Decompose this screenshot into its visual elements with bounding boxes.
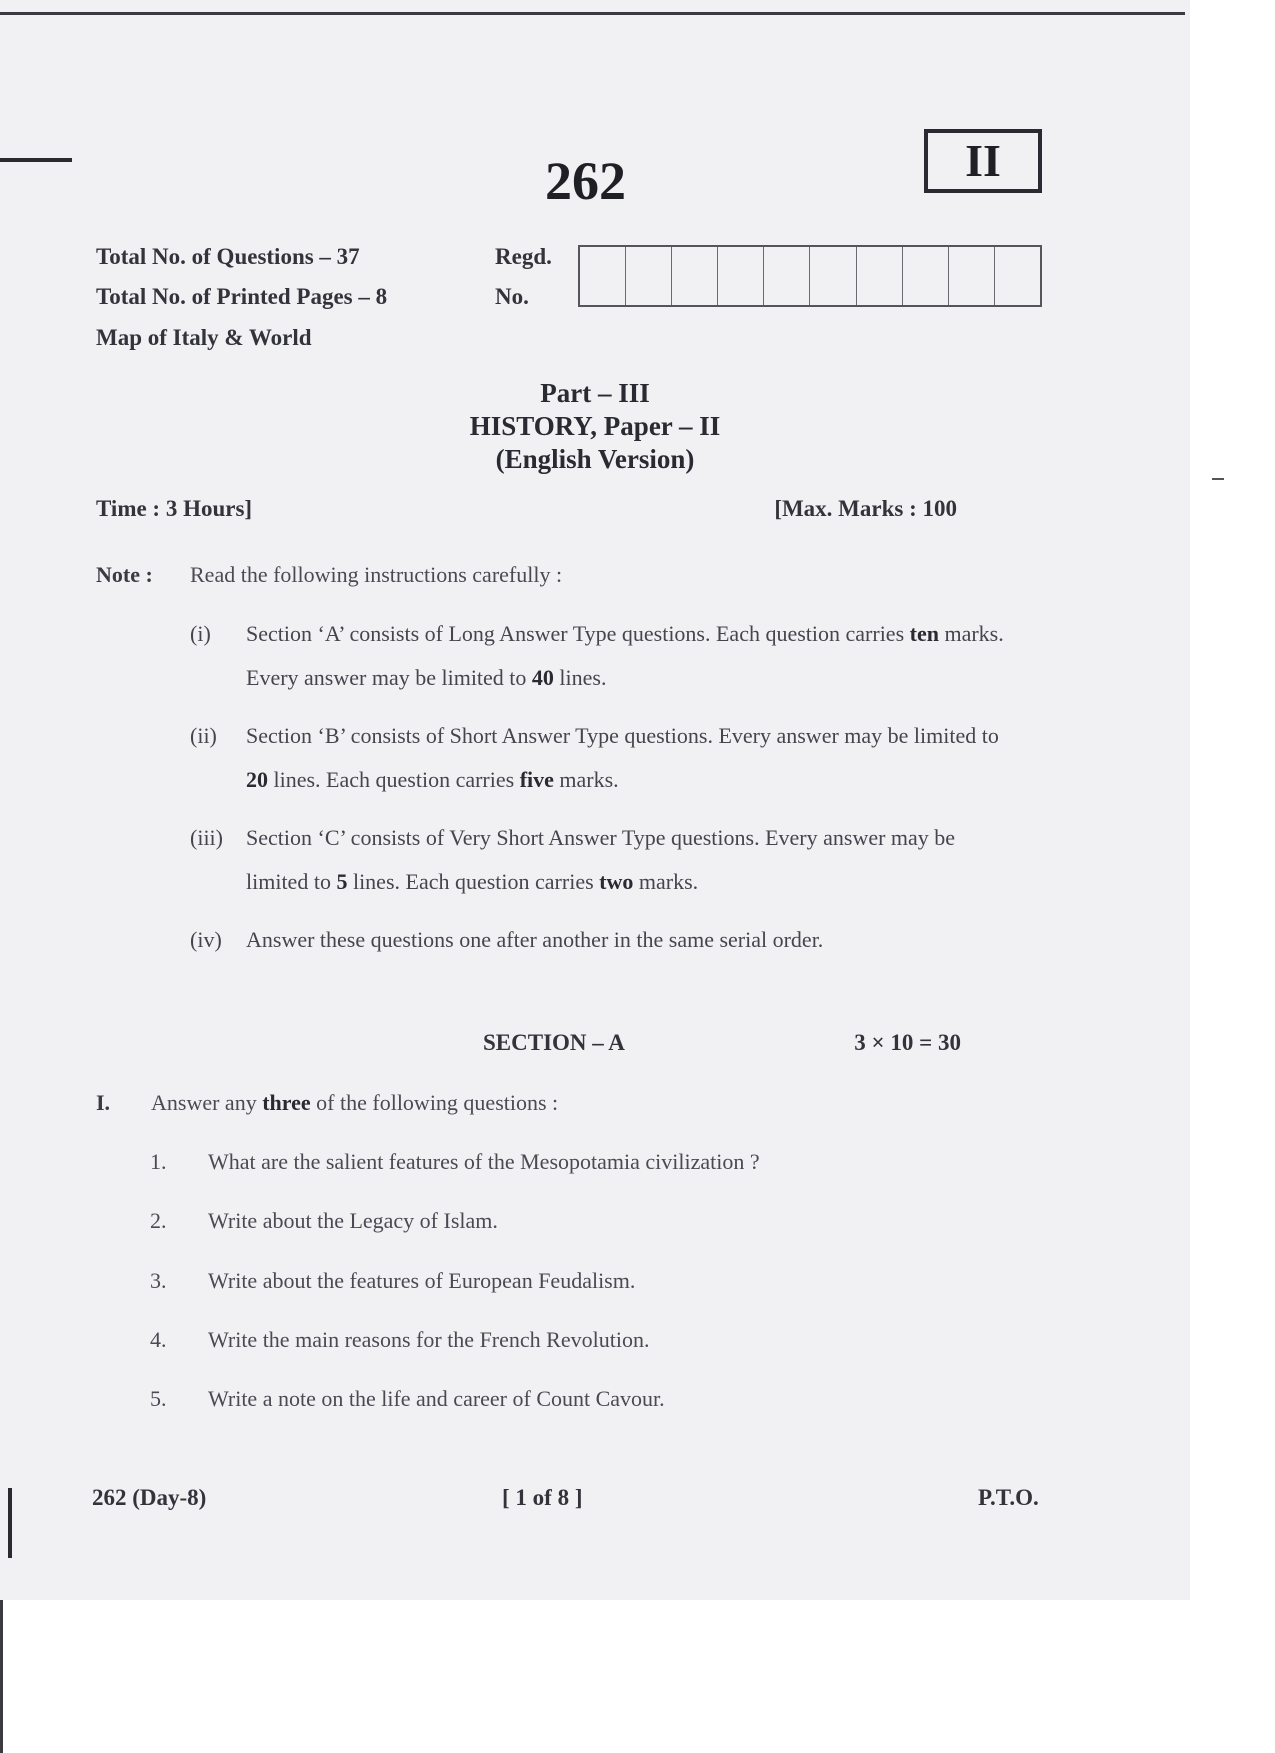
top-rule: [0, 12, 1185, 15]
regd-digit-box: [580, 247, 626, 305]
edge-mark: [8, 1488, 12, 1558]
regd-digit-box: [949, 247, 995, 305]
instruction-item: (iv) Answer these questions one after another in the same serial order.: [190, 918, 1020, 962]
section-a-marks: 3 × 10 = 30: [854, 1030, 961, 1055]
margin-dash: [0, 158, 72, 162]
max-marks: [Max. Marks : 100: [774, 496, 957, 521]
instruction-number: (iii): [190, 825, 223, 850]
version-title: (English Version): [495, 444, 695, 474]
question-item: 1. What are the salient features of the Mesopotamia civilization ?: [150, 1149, 760, 1174]
edge-mark: [0, 1600, 3, 1753]
regd-no-label: No.: [495, 284, 529, 309]
subject-title: HISTORY, Paper – II: [469, 411, 721, 441]
instruction-item: (iii) Section ‘C’ consists of Very Short Answer Type questions. Every answer may be limited to 5 lines. Each question carries two marks.: [190, 816, 1020, 904]
regd-digit-box: [995, 247, 1040, 305]
question-group-number: I.: [96, 1090, 111, 1115]
time-allowed: Time : 3 Hours]: [96, 496, 253, 521]
question-item: 5. Write a note on the life and career of Count Cavour.: [150, 1386, 665, 1411]
footer-page-number: [ 1 of 8 ]: [502, 1485, 583, 1510]
regd-digit-box: [672, 247, 718, 305]
question-group-intro: Answer any three of the following questions :: [151, 1090, 559, 1115]
regd-digit-box: [857, 247, 903, 305]
total-pages: Total No. of Printed Pages – 8: [96, 284, 388, 309]
total-questions: Total No. of Questions – 37: [96, 244, 360, 269]
footer-pto: P.T.O.: [978, 1485, 1039, 1510]
instruction-number: (ii): [190, 723, 217, 748]
instruction-number: (iv): [190, 927, 222, 952]
regd-digit-box: [718, 247, 764, 305]
note-text: Read the following instructions carefully :: [190, 562, 563, 587]
question-item: 2. Write about the Legacy of Islam.: [150, 1208, 498, 1233]
note-label: Note :: [96, 562, 153, 587]
regd-label: Regd.: [495, 244, 552, 269]
regd-digit-box: [626, 247, 672, 305]
regd-digit-box: [764, 247, 810, 305]
part-title: Part – III: [540, 378, 650, 408]
set-box: II: [924, 129, 1042, 193]
question-item: 3. Write about the features of European Feudalism.: [150, 1268, 636, 1293]
instruction-item: (ii) Section ‘B’ consists of Short Answer Type questions. Every answer may be limited to 20 lines. Each question carries five marks.: [190, 714, 1020, 802]
regd-digit-box: [903, 247, 949, 305]
regd-digit-box: [810, 247, 856, 305]
section-a-heading: SECTION – A: [483, 1030, 625, 1055]
maps-note: Map of Italy & World: [96, 325, 312, 350]
paper-code: 262: [545, 151, 626, 211]
question-item: 4. Write the main reasons for the French Revolution.: [150, 1327, 650, 1352]
regd-number-grid: [578, 245, 1042, 307]
footer-paper-code: 262 (Day-8): [92, 1485, 207, 1510]
instruction-item: (i) Section ‘A’ consists of Long Answer Type questions. Each question carries ten marks. Every answer may be limited to 40 lines.: [190, 612, 1020, 700]
edge-tick: [1212, 478, 1224, 480]
instruction-number: (i): [190, 621, 211, 646]
